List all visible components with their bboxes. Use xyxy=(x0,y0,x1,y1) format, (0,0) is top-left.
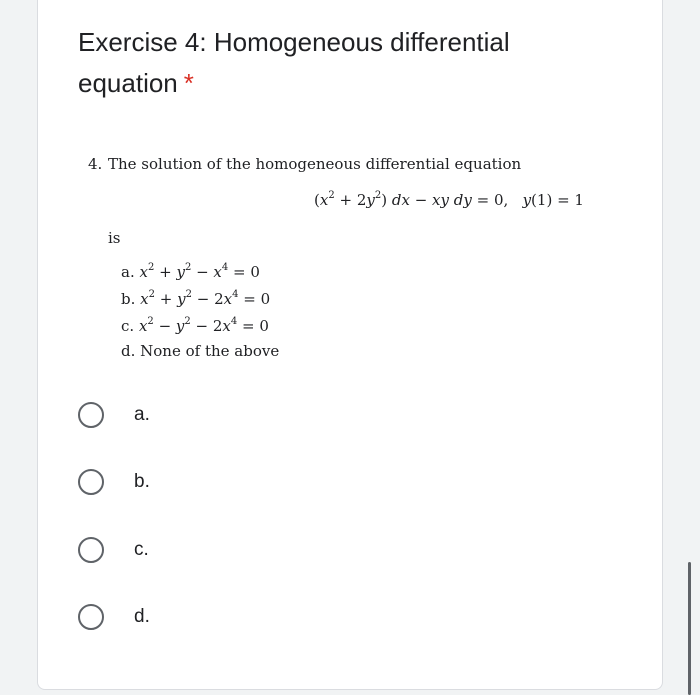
radio-button-b[interactable] xyxy=(78,469,104,495)
option-b-text: b. $x^2 + y^2 - 2x^4 = 0$ xyxy=(121,289,271,308)
choice-d-label: d. xyxy=(134,606,150,627)
radio-button-c[interactable] xyxy=(78,537,104,563)
problem-equation: $(x^2 + 2y^2)$ dx − xy dy = 0, y(1) = 1 xyxy=(314,190,584,209)
question-title-text: Exercise 4: Homogeneous differential equation xyxy=(78,27,510,98)
option-a-text: a. $x^2 + y^2 - x^4 = 0$ xyxy=(121,262,260,281)
problem-image xyxy=(38,0,664,380)
choice-b-label: b. xyxy=(134,471,150,492)
choice-a-label: a. xyxy=(134,404,150,425)
option-d-text: d. None of the above xyxy=(121,342,280,360)
problem-statement: The solution of the homogeneous differential equation xyxy=(108,155,522,173)
option-c-text: c. $x^2 - y^2 - 2x^4 = 0$ xyxy=(121,316,269,335)
radio-button-a[interactable] xyxy=(78,402,104,428)
required-asterisk: * xyxy=(183,68,194,98)
problem-is-text: is xyxy=(108,229,121,247)
choice-c-label: c. xyxy=(134,539,149,560)
scrollbar[interactable] xyxy=(688,562,691,695)
problem-number: 4. xyxy=(88,155,103,173)
question-card xyxy=(37,0,663,690)
radio-button-d[interactable] xyxy=(78,604,104,630)
